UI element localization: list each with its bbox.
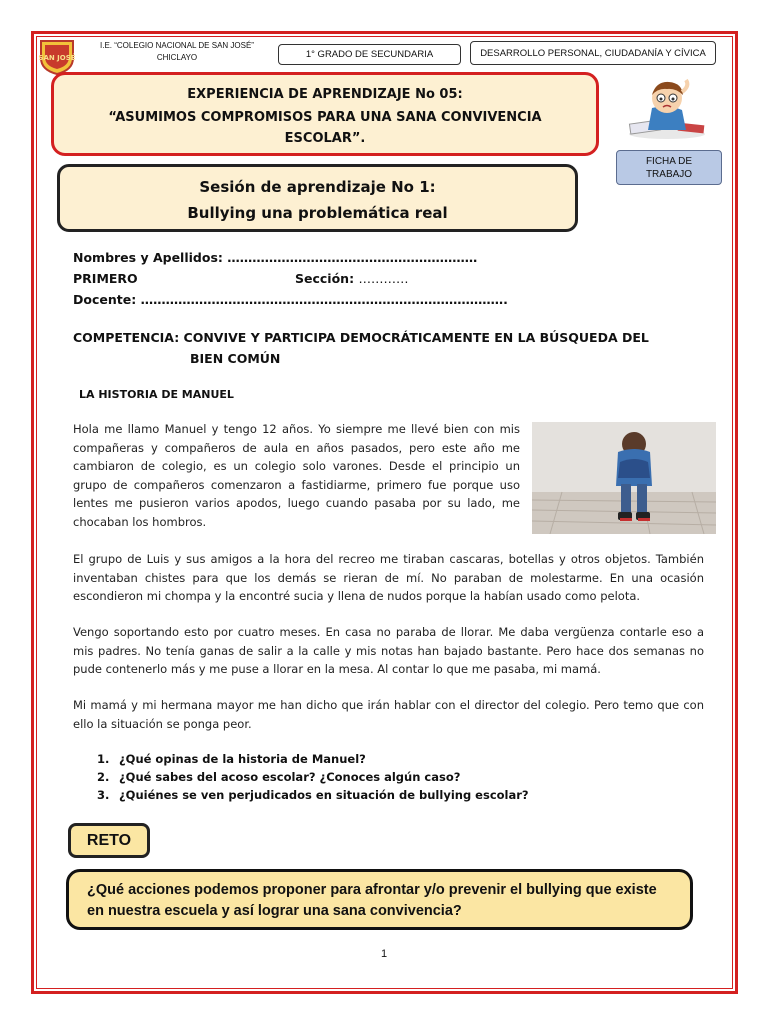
ficha-line1: FICHA DE <box>645 155 693 167</box>
list-item <box>97 768 529 786</box>
ficha-de-trabajo-box <box>616 150 722 185</box>
school-name <box>82 40 272 64</box>
area-box: DESARROLLO PERSONAL, CIUDADANÍA Y CÍVICA <box>470 41 716 65</box>
story-paragraph-4: Mi mamá y mi hermana mayor me han dicho que irán hablar con el director del colegio. Pero temo que con ello la situación se ponga peor. <box>73 698 704 731</box>
session-box <box>57 164 578 232</box>
nombres-dots: …………………………………………………… <box>227 250 478 265</box>
story-title: LA HISTORIA DE MANUEL <box>79 388 234 401</box>
bullying-photo <box>532 422 716 534</box>
school-name-line2: CHICLAYO <box>156 53 198 62</box>
list-item <box>97 750 529 768</box>
ficha-line2: TRABAJO <box>645 168 693 180</box>
grade-box: 1° GRADO DE SECUNDARIA <box>278 44 461 65</box>
question-text: ¿Qué opinas de la historia de Manuel? <box>119 752 366 766</box>
competencia-line1: COMPETENCIA: CONVIVE Y PARTICIPA DEMOCRÁTICAMENTE EN LA BÚSQUEDA DEL <box>73 330 649 345</box>
reto-question-line1: ¿Qué acciones podemos proponer para afrontar y/o prevenir el bullying que existe <box>87 882 657 898</box>
docente-label: Docente: <box>73 292 137 307</box>
experience-line3: ESCOLAR”. <box>284 131 366 146</box>
session-title: Sesión de aprendizaje No 1: <box>199 178 436 196</box>
docente-dots: ……………………………………………………………………………. <box>140 292 508 307</box>
experience-box <box>51 72 599 156</box>
seccion-field[interactable] <box>295 270 408 288</box>
nombres-field[interactable] <box>73 249 477 267</box>
reto-question-line2: en nuestra escuela y así lograr una sana convivencia? <box>87 903 462 919</box>
reto-label: RETO <box>68 823 150 858</box>
question-number: 3. <box>97 788 110 802</box>
student-illustration <box>626 78 708 140</box>
reto-question-box <box>66 869 693 930</box>
experience-line2: “ASUMIMOS COMPROMISOS PARA UNA SANA CONVIVENCIA <box>108 110 542 125</box>
docente-field[interactable] <box>73 291 508 309</box>
page-number: 1 <box>380 948 388 960</box>
seccion-dots: ………… <box>358 271 409 286</box>
question-text: ¿Qué sabes del acoso escolar? ¿Conoces algún caso? <box>119 770 461 784</box>
question-text: ¿Quiénes se ven perjudicados en situación de bullying escolar? <box>119 788 529 802</box>
list-item <box>97 786 529 804</box>
question-number: 1. <box>97 752 110 766</box>
school-name-line1: I.E. “COLEGIO NACIONAL DE SAN JOSÉ” <box>100 41 254 50</box>
seccion-label: Sección: <box>295 271 355 286</box>
story-paragraph-1: Hola me llamo Manuel y tengo 12 años. Yo siempre me llevé bien con mis compañeras y compañeros de aula en años pasados, pero este año me cambiaron de colegio, es un colegio solo varones. Desde el principio un grupo de compañeros comenzaron a fastidiarme, primero fue porque uso lentes me pusieron varios apodos, luego cuando pasaba por su lado, me chocaban los hombros. <box>73 422 520 529</box>
school-logo-text: SAN JOSÉ <box>38 54 76 62</box>
nombres-label: Nombres y Apellidos: <box>73 250 223 265</box>
question-number: 2. <box>97 770 110 784</box>
story-paragraph-2: El grupo de Luis y sus amigos a la hora del recreo me tiraban cascaras, botellas y otros objetos. También inventaban chistes para que los demás se rieran de mí. No paraban de molestarme. En una ocasión escondieron mi chompa y la encontré sucia y llena de nudos porque la habían usado como pelota. <box>73 552 704 603</box>
session-subtitle: Bullying una problemática real <box>187 204 448 222</box>
story-paragraph-3: Vengo soportando esto por cuatro meses. En casa no paraba de llorar. Me daba vergüenza contarle eso a mis padres. No tenía ganas de salir a la calle y mis notas han bajado bastante. Pero hace dos semanas no pude contenerlo más y me puse a llorar en la mesa. Al contar lo que me pasaba, mi mamá. <box>73 625 704 676</box>
competencia-line2: BIEN COMÚN <box>190 351 281 366</box>
school-logo <box>37 38 77 75</box>
question-list <box>97 750 529 804</box>
experience-line1: EXPERIENCIA DE APRENDIZAJE No 05: <box>187 87 463 102</box>
grado-label: PRIMERO <box>73 271 138 286</box>
